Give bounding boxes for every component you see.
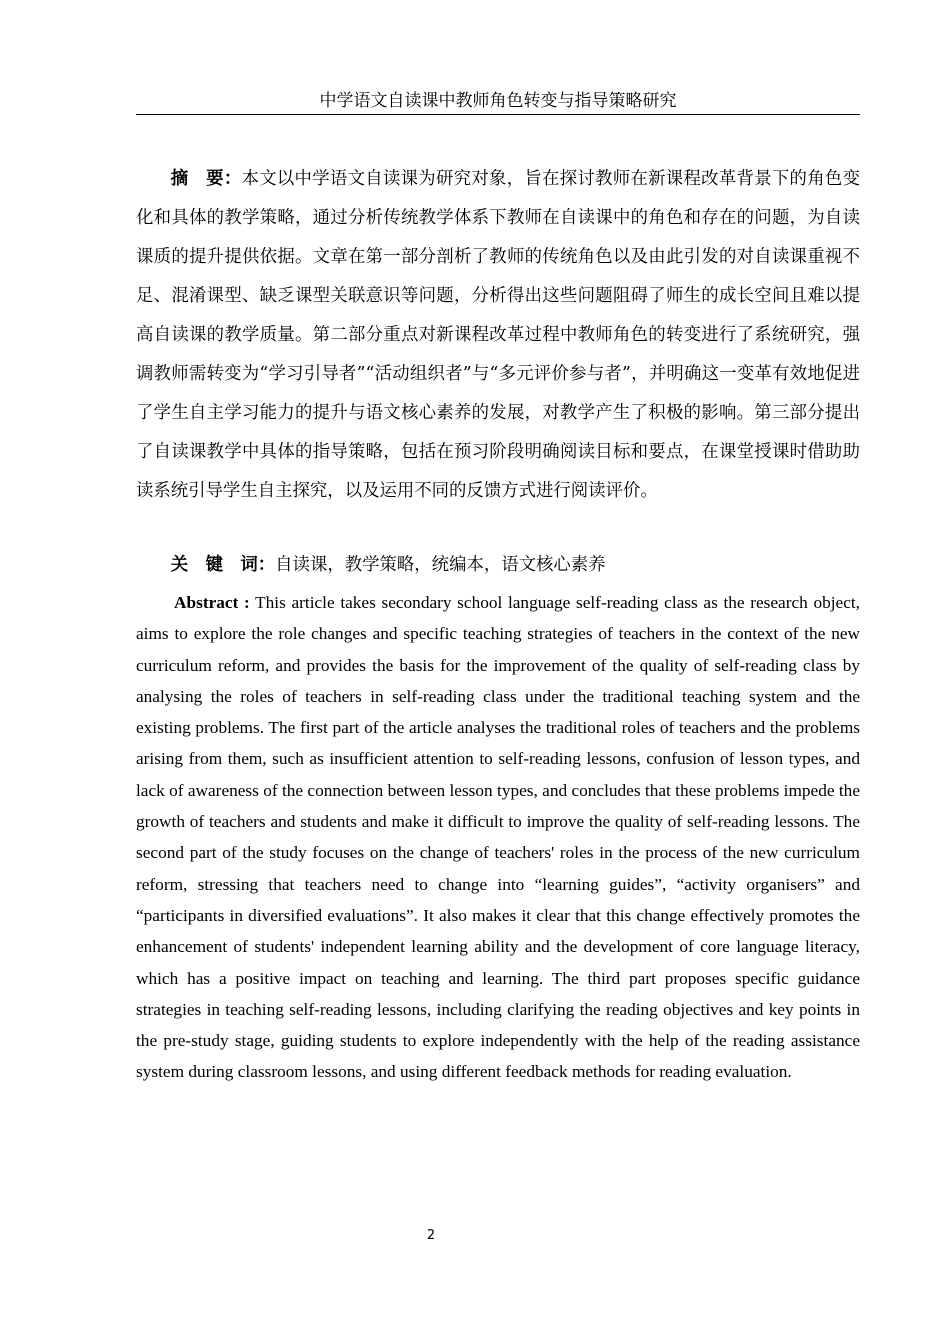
header-rule bbox=[136, 114, 860, 115]
chinese-keywords-label: 关 键 词： bbox=[170, 555, 276, 575]
page-number: 2 bbox=[426, 1228, 436, 1243]
running-header: 中学语文自读课中教师角色转变与指导策略研究 bbox=[319, 91, 677, 111]
chinese-keywords bbox=[136, 550, 860, 580]
chinese-keywords-text: 自读课，教学策略，统编本，语文核心素养 bbox=[275, 555, 606, 575]
chinese-abstract-label: 摘 要： bbox=[170, 169, 242, 189]
english-abstract-label: Abstract : bbox=[174, 593, 250, 612]
chinese-abstract-text: 本文以中学语文自读课为研究对象，旨在探讨教师在新课程改革背景下的角色变化和具体的教学策略，通过分析传统教学体系下教师在自读课中的角色和存在的问题，为自读课质的提升提供依据。文章在第一部分剖析了教师的传统角色以及由此引发的对自读课重视不足、混淆课型、缺乏课型关联意识等问题，分析得出这些问题阻碍了师生的成长空间且难以提高自读课的教学质量。第二部分重点对新课程改革过程中教师角色的转变进行了系统研究，强调教师需转变为“学习引导者”“活动组织者”与“多元评价参与者”，并明确这一变革有效地促进了学生自主学习能力的提升与语文核心素养的发展，对教学产生了积极的影响。第三部分提出了自读课教学中具体的指导策略，包括在预习阶段明确阅读目标和要点，在课堂授课时借助助读系统引导学生自主探究，以及运用不同的反馈方式进行阅读评价。 bbox=[136, 169, 860, 501]
english-abstract-text: This article takes secondary school language self-reading class as the research object, aims to explore the role changes and specific teaching strategies of teachers in the context of the new curriculum reform, and provides the basis for the improvement of the quality of self-reading class by analysing the roles of teachers in self-reading class under the traditional teaching system and the existing problems. The first part of the article analyses the traditional roles of teachers and the problems arising from them, such as insufficient attention to self-reading lessons, confusion of lesson types, and lack of awareness of the connection between lesson types, and concludes that these problems impede the growth of teachers and students and make it difficult to improve the quality of self-reading lessons. The second part of the study focuses on the change of teachers' roles in the process of the new curriculum reform, stressing that teachers need to change into “learning guides”, “activity organisers” and “participants in diversified evaluations”. It also makes it clear that this change effectively promotes the enhancement of students' independent learning ability and the development of core language literacy, which has a positive impact on teaching and learning. The third part proposes specific guidance strategies in teaching self-reading lessons, including clarifying the reading objectives and key points in the pre-study stage, guiding students to explore independently with the help of the reading assistance system during classroom lessons, and using different feedback methods for reading evaluation. bbox=[136, 593, 860, 1082]
english-abstract bbox=[136, 587, 860, 1088]
chinese-abstract bbox=[136, 160, 860, 511]
